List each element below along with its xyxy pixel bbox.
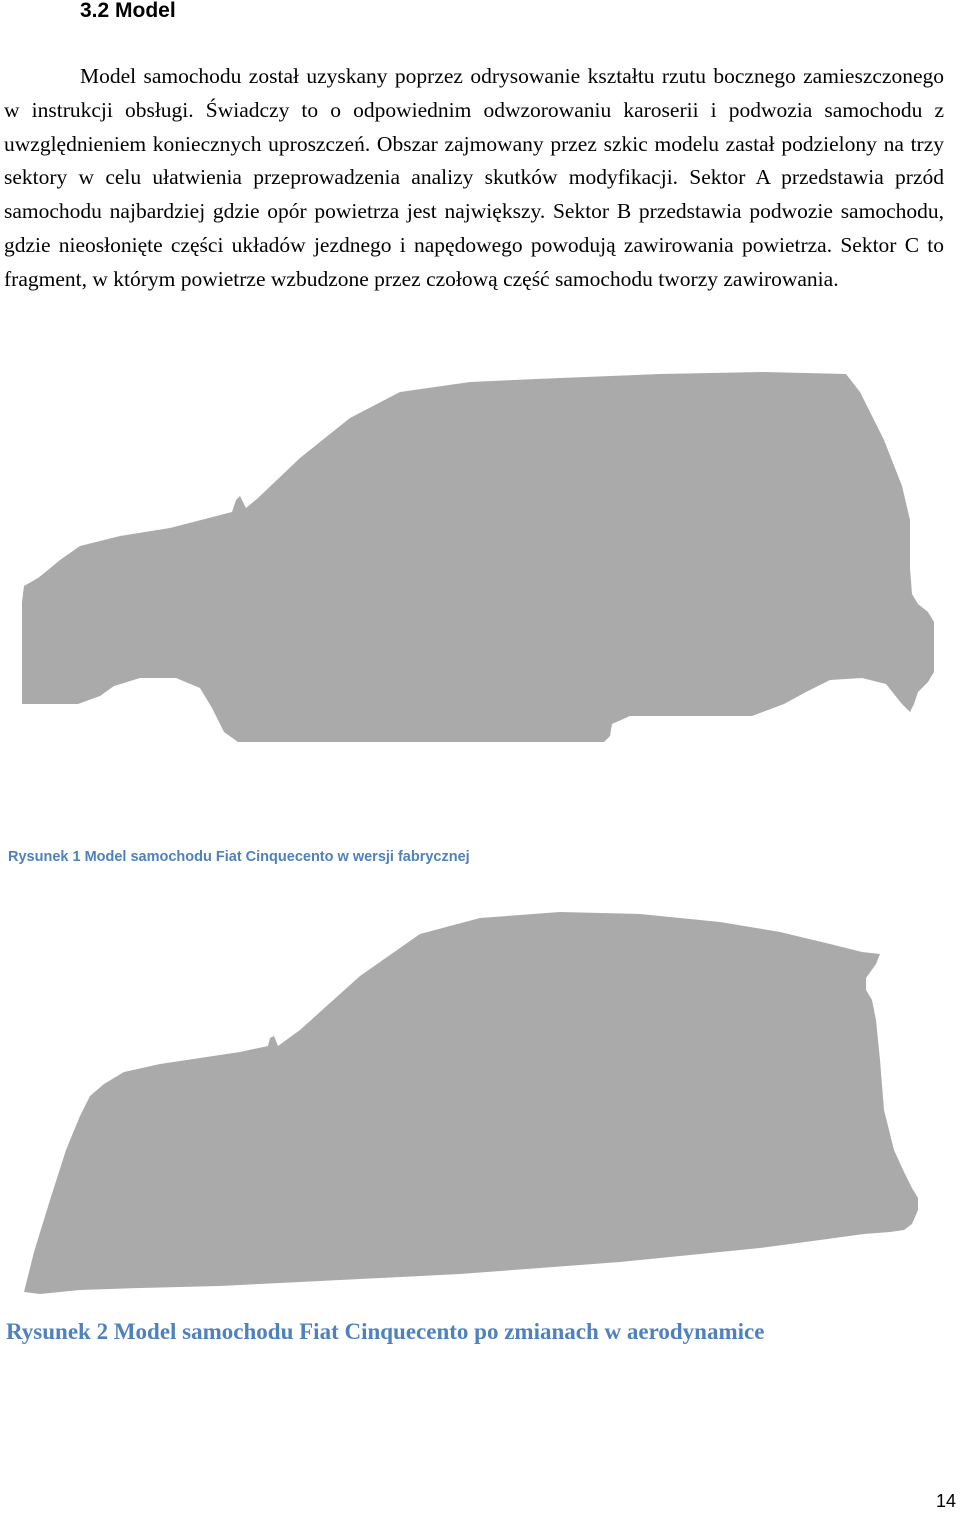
page-number: 14 [935,1491,956,1511]
body-paragraph: Model samochodu został uzyskany poprzez odrysowanie kształtu rzutu bocznego zamieszczonego w instrukcji obsługi. Świadczy to o odpowiednim odwzorowaniu karoserii i podwozia samochodu z uwzględnieniem koniecznych uproszczeń. Obszar zajmowany przez szkic modelu zastał podzielony na trzy sektory w celu ułatwienia przeprowadzenia analizy skutków modyfikacji. Sektor A przedstawia przód samochodu najbardziej gdzie opór powietrza jest największy. Sektor B przedstawia podwozie samochodu, gdzie nieosłonięte części układów jezdnego i napędowego powodują zawirowania powietrza. Sektor C to fragment, w którym powietrze wzbudzone przez czołową część samochodu tworzy zawirowania. [4,64,944,291]
car-body-factory [22,372,934,742]
figure-1-caption: Rysunek 1 Model samochodu Fiat Cinquecento w wersji fabrycznej [8,849,470,865]
car-silhouette-modified [0,900,960,1300]
figure-2-car-silhouette [0,900,960,1300]
car-body-modified [24,912,918,1294]
car-silhouette-factory [0,368,960,748]
figure-2-caption: Rysunek 2 Model samochodu Fiat Cinquecento po zmianach w aerodynamice [6,1319,765,1344]
section-heading: 3.2 Model [80,0,176,22]
figure-1-car-silhouette [0,368,960,748]
